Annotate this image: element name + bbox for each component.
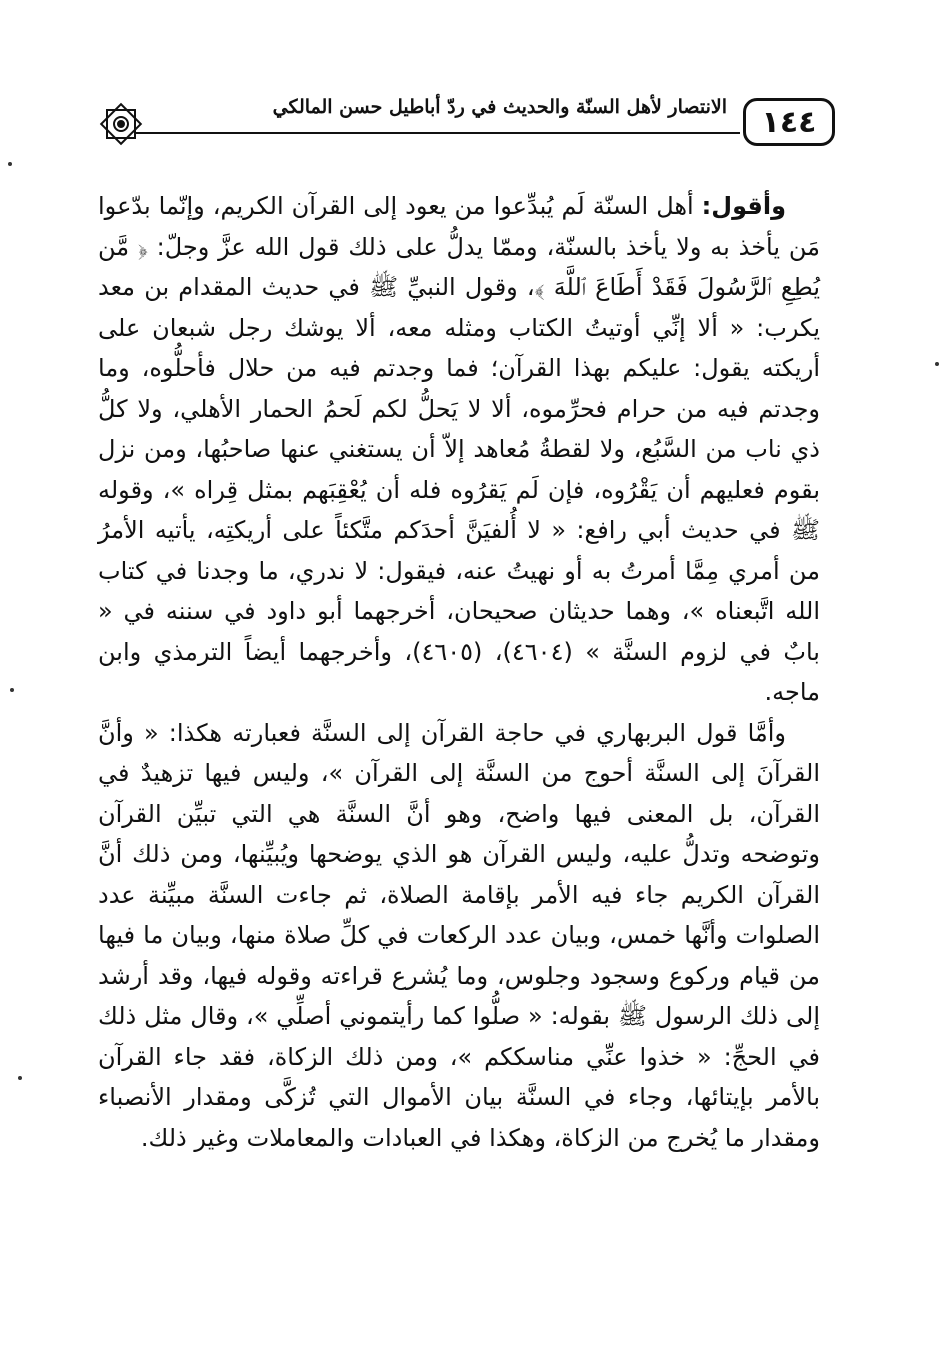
page-header (95, 88, 835, 158)
paragraph-lead: وأقول: (701, 192, 786, 220)
scan-speck (18, 1076, 22, 1080)
book-title: الانتصار لأهل السنّة والحديث في ردّ أباطيل حسن المالكي (272, 96, 727, 118)
page-body (98, 186, 820, 1158)
header-rule (135, 132, 740, 134)
scan-speck (10, 688, 14, 692)
page-number: ١٤٤ (743, 98, 835, 146)
scan-speck (935, 362, 939, 366)
scan-speck (8, 162, 12, 166)
paragraph-2 (98, 713, 820, 1159)
paragraph-text: وأمَّا قول البربهاري في حاجة القرآن إلى السنَّة فعبارته هكذا: « وأنَّ القرآنَ إلى السنَّة أحوج من السنَّة إلى القرآن »، وليس فيها تزهيدٌ في القرآن، بل المعنى فيها واضح، وهو أنَّ السنَّة هي التي تبيِّن القرآن وتوضحه وتدلُّ عليه، وليس القرآن هو الذي يوضحها ويُبيِّنها، ومن ذلك أنَّ القرآن الكريم جاء فيه الأمر بإقامة الصلاة، ثم جاءت السنَّة مبيِّنة عدد الصلوات وأنَّها خمس، وبيان عدد الركعات في كلِّ صلاة منها، وبيان ما فيها من قيام وركوع وسجود وجلوس، وما يُشرع قراءته وقوله فيها، وقد أرشد إلى ذلك الرسول ﷺ بقوله: « صلُّوا كما رأيتموني أصلِّي »، وقال مثل ذلك في الحجِّ: « خذوا عنِّي مناسككم »، ومن ذلك الزكاة، فقد جاء القرآن بالأمر بإيتائها، وجاء في السنَّة بيان الأموال التي تُزكَّى ومقدار الأنصباء ومقدار ما يُخرج من الزكاة، وهكذا في العبادات والمعاملات وغير ذلك. (98, 718, 820, 1152)
paragraph-1 (98, 186, 820, 713)
paragraph-text: أهل السنّة لَم يُبدِّعوا من يعود إلى القرآن الكريم، وإنّما بدّعوا مَن يأخذ به ولا يأخذ بالسنّة، وممّا يدلُّ على ذلك قول الله عزَّ وجلّ: ﴿ مَّن يُطِعِ ٱلرَّسُولَ فَقَدْ أَطَاعَ ٱللَّهَ ﴾، وقول النبيِّ ﷺ في حديث المقدام بن معد يكرب: « ألا إنِّي أوتيتُ الكتاب ومثله معه، ألا يوشك رجل شبعان على أريكته يقول: عليكم بهذا القرآن؛ فما وجدتم فيه من حلال فأحلُّوه، وما وجدتم فيه من حرام فحرِّموه، ألا لا يَحلُّ لكم لَحمُ الحمار الأهلي، ولا كلُّ ذي ناب من السَّبُع، ولا لقطةُ مُعاهد إلاّ أن يستغني عنها صاحبُها، ومن نزل بقوم فعليهم أن يَقْرُوه، فإن لَم يَقرُوه فله أن يُعْقِبَهم بمثل قِراه »، وقوله ﷺ في حديث أبي رافع: « لا أُلفيَنَّ أحدَكم متَّكئاً على أريكتِه، يأتيه الأمرُ من أمري مِمَّا أمرتُ به أو نهيتُ عنه، فيقول: لا ندري، ما وجدنا في كتاب الله اتَّبعناه »، وهما حديثان صحيحان، أخرجهما أبو داود في سننه في « بابٌ في لزوم السنَّة » (٤٦٠٤)، (٤٦٠٥)، وأخرجهما أيضاً الترمذي وابن ماجه. (98, 192, 820, 706)
